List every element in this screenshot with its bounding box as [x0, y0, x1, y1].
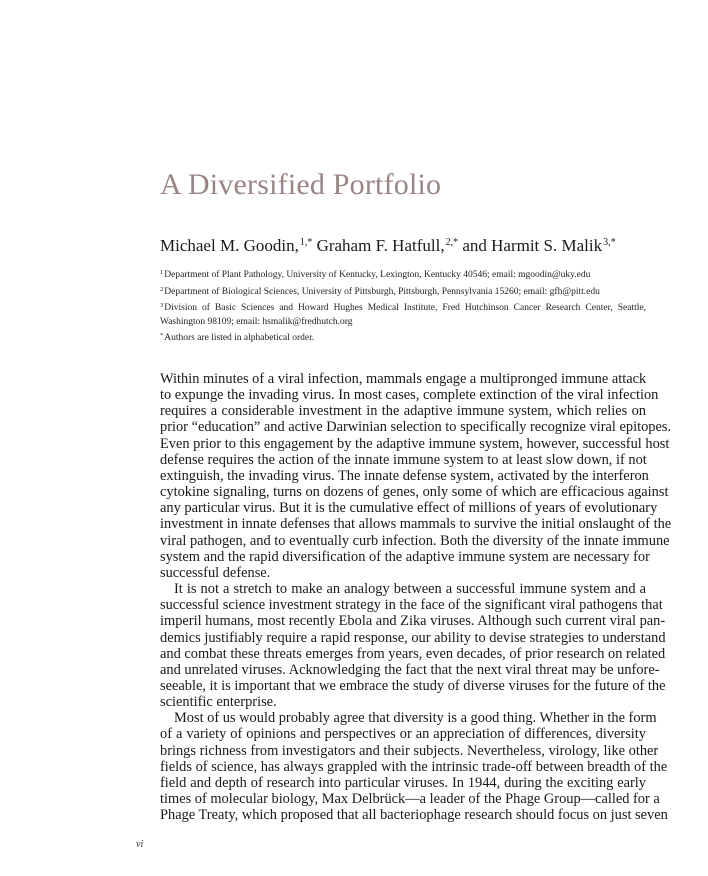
affiliation-line [160, 299, 646, 316]
body-text-line: Even prior to this engagement by the adaptive immune system, however, successful host [160, 435, 670, 452]
body-text-line: prior “education” and active Darwinian selection to specifically recognize viral epitopes. [160, 419, 672, 436]
body-text [160, 371, 672, 824]
body-text-line: successful science investment strategy in the face of the significant viral pathogens that [160, 597, 663, 614]
body-text-line: It is not a stretch to make an analogy between a successful immune system and a [174, 581, 646, 598]
author-list [160, 236, 616, 256]
body-text-line: times of molecular biology, Max Delbrück—a leader of the Phage Group—called for a [160, 791, 660, 808]
body-text-line: extinguish, the invading virus. The innate defense system, activated by the interferon [160, 467, 649, 484]
author-name: and Harmit S. Malik [462, 236, 603, 255]
affiliation-text: Department of Biological Sciences, University of Pittsburgh, Pittsburgh, Pennsylvania 15260; email: gfh@pitt.edu [164, 286, 600, 297]
body-text-line: imperil humans, most recently Ebola and Zika viruses. Although such current viral pan- [160, 613, 666, 630]
affiliation-line [160, 316, 646, 330]
affiliation-marker: 3 [160, 302, 164, 310]
affiliation-text: Department of Plant Pathology, University of Kentucky, Lexington, Kentucky 40546; email: mgoodin@uky.edu [164, 270, 591, 280]
body-text-line: defense requires the action of the innate immune system to at least slow down, if not [160, 451, 647, 468]
author-name: Michael M. Goodin, [160, 236, 299, 255]
body-text-line: field and depth of research into particular viruses. In 1944, during the exciting early [160, 774, 646, 791]
body-text-line: Phage Treaty, which proposed that all bacteriophage research should focus on just seven [160, 807, 668, 824]
body-text-line: of a variety of opinions and perspectives or an appreciation of differences, diversity [160, 726, 646, 743]
footnote-marker: * [160, 332, 164, 340]
affiliation-line [160, 266, 646, 283]
body-text-line: and combat these threats emerges from years, even decades, of prior research on related [160, 645, 666, 662]
body-text-line: seeable, it is important that we embrace the study of diverse viruses for the future of the [160, 677, 666, 694]
affiliations-block [160, 266, 646, 346]
author-order-note [160, 329, 646, 346]
affiliation-line [160, 283, 646, 300]
body-text-line: Most of us would probably agree that diversity is a good thing. Whether in the form [174, 710, 657, 727]
page-number: vi [136, 839, 144, 850]
body-text-line: scientific enterprise. [160, 694, 277, 711]
body-text-line: successful defense. [160, 564, 271, 581]
affiliation-text: Division of Basic Sciences and Howard Hughes Medical Institute, Fred Hutchinson Cancer Research Center, Seattle, [164, 303, 646, 314]
body-text-line: fields of science, has always grappled with the intrinsic trade-off between breadth of the [160, 758, 668, 775]
body-text-line: viral pathogen, and to eventually curb infection. Both the diversity of the innate immune [160, 532, 670, 549]
body-text-line: and unrelated viruses. Acknowledging the fact that the next viral threat may be unfore- [160, 661, 660, 678]
body-text-line: any particular virus. But it is the cumulative effect of millions of years of evolutionary [160, 500, 658, 517]
affiliation-text: Washington 98109; email: hsmalik@fredhutch.org [160, 316, 353, 327]
body-text-line: requires a considerable investment in the adaptive immune system, which relies on [160, 403, 646, 420]
body-text-line: demics justifiably require a rapid response, our ability to devise strategies to understand [160, 629, 666, 646]
body-text-line: cytokine signaling, turns on dozens of genes, only some of which are efficacious against [160, 484, 669, 501]
author-affiliation-marker: 1,* [299, 237, 313, 248]
body-text-line: Within minutes of a viral infection, mammals engage a multipronged immune attack [160, 371, 647, 387]
author-name: Graham F. Hatfull, [316, 236, 445, 255]
author-affiliation-marker: 2,* [445, 237, 459, 248]
author-affiliation-marker: 3,* [603, 237, 616, 248]
body-text-line: system and the rapid diversification of the adaptive immune system are necessary for [160, 548, 650, 565]
body-text-line: brings richness from investigators and their subjects. Nevertheless, virology, like other [160, 742, 659, 759]
affiliation-marker: 1 [160, 269, 164, 276]
body-text-line: investment in innate defenses that allows mammals to survive the initial onslaught of the [160, 516, 672, 533]
affiliation-marker: 2 [160, 285, 164, 293]
article-title: A Diversified Portfolio [160, 168, 442, 201]
author-order-text: Authors are listed in alphabetical order. [164, 333, 315, 344]
body-text-line: to expunge the invading virus. In most cases, complete extinction of the viral infection [160, 387, 659, 404]
